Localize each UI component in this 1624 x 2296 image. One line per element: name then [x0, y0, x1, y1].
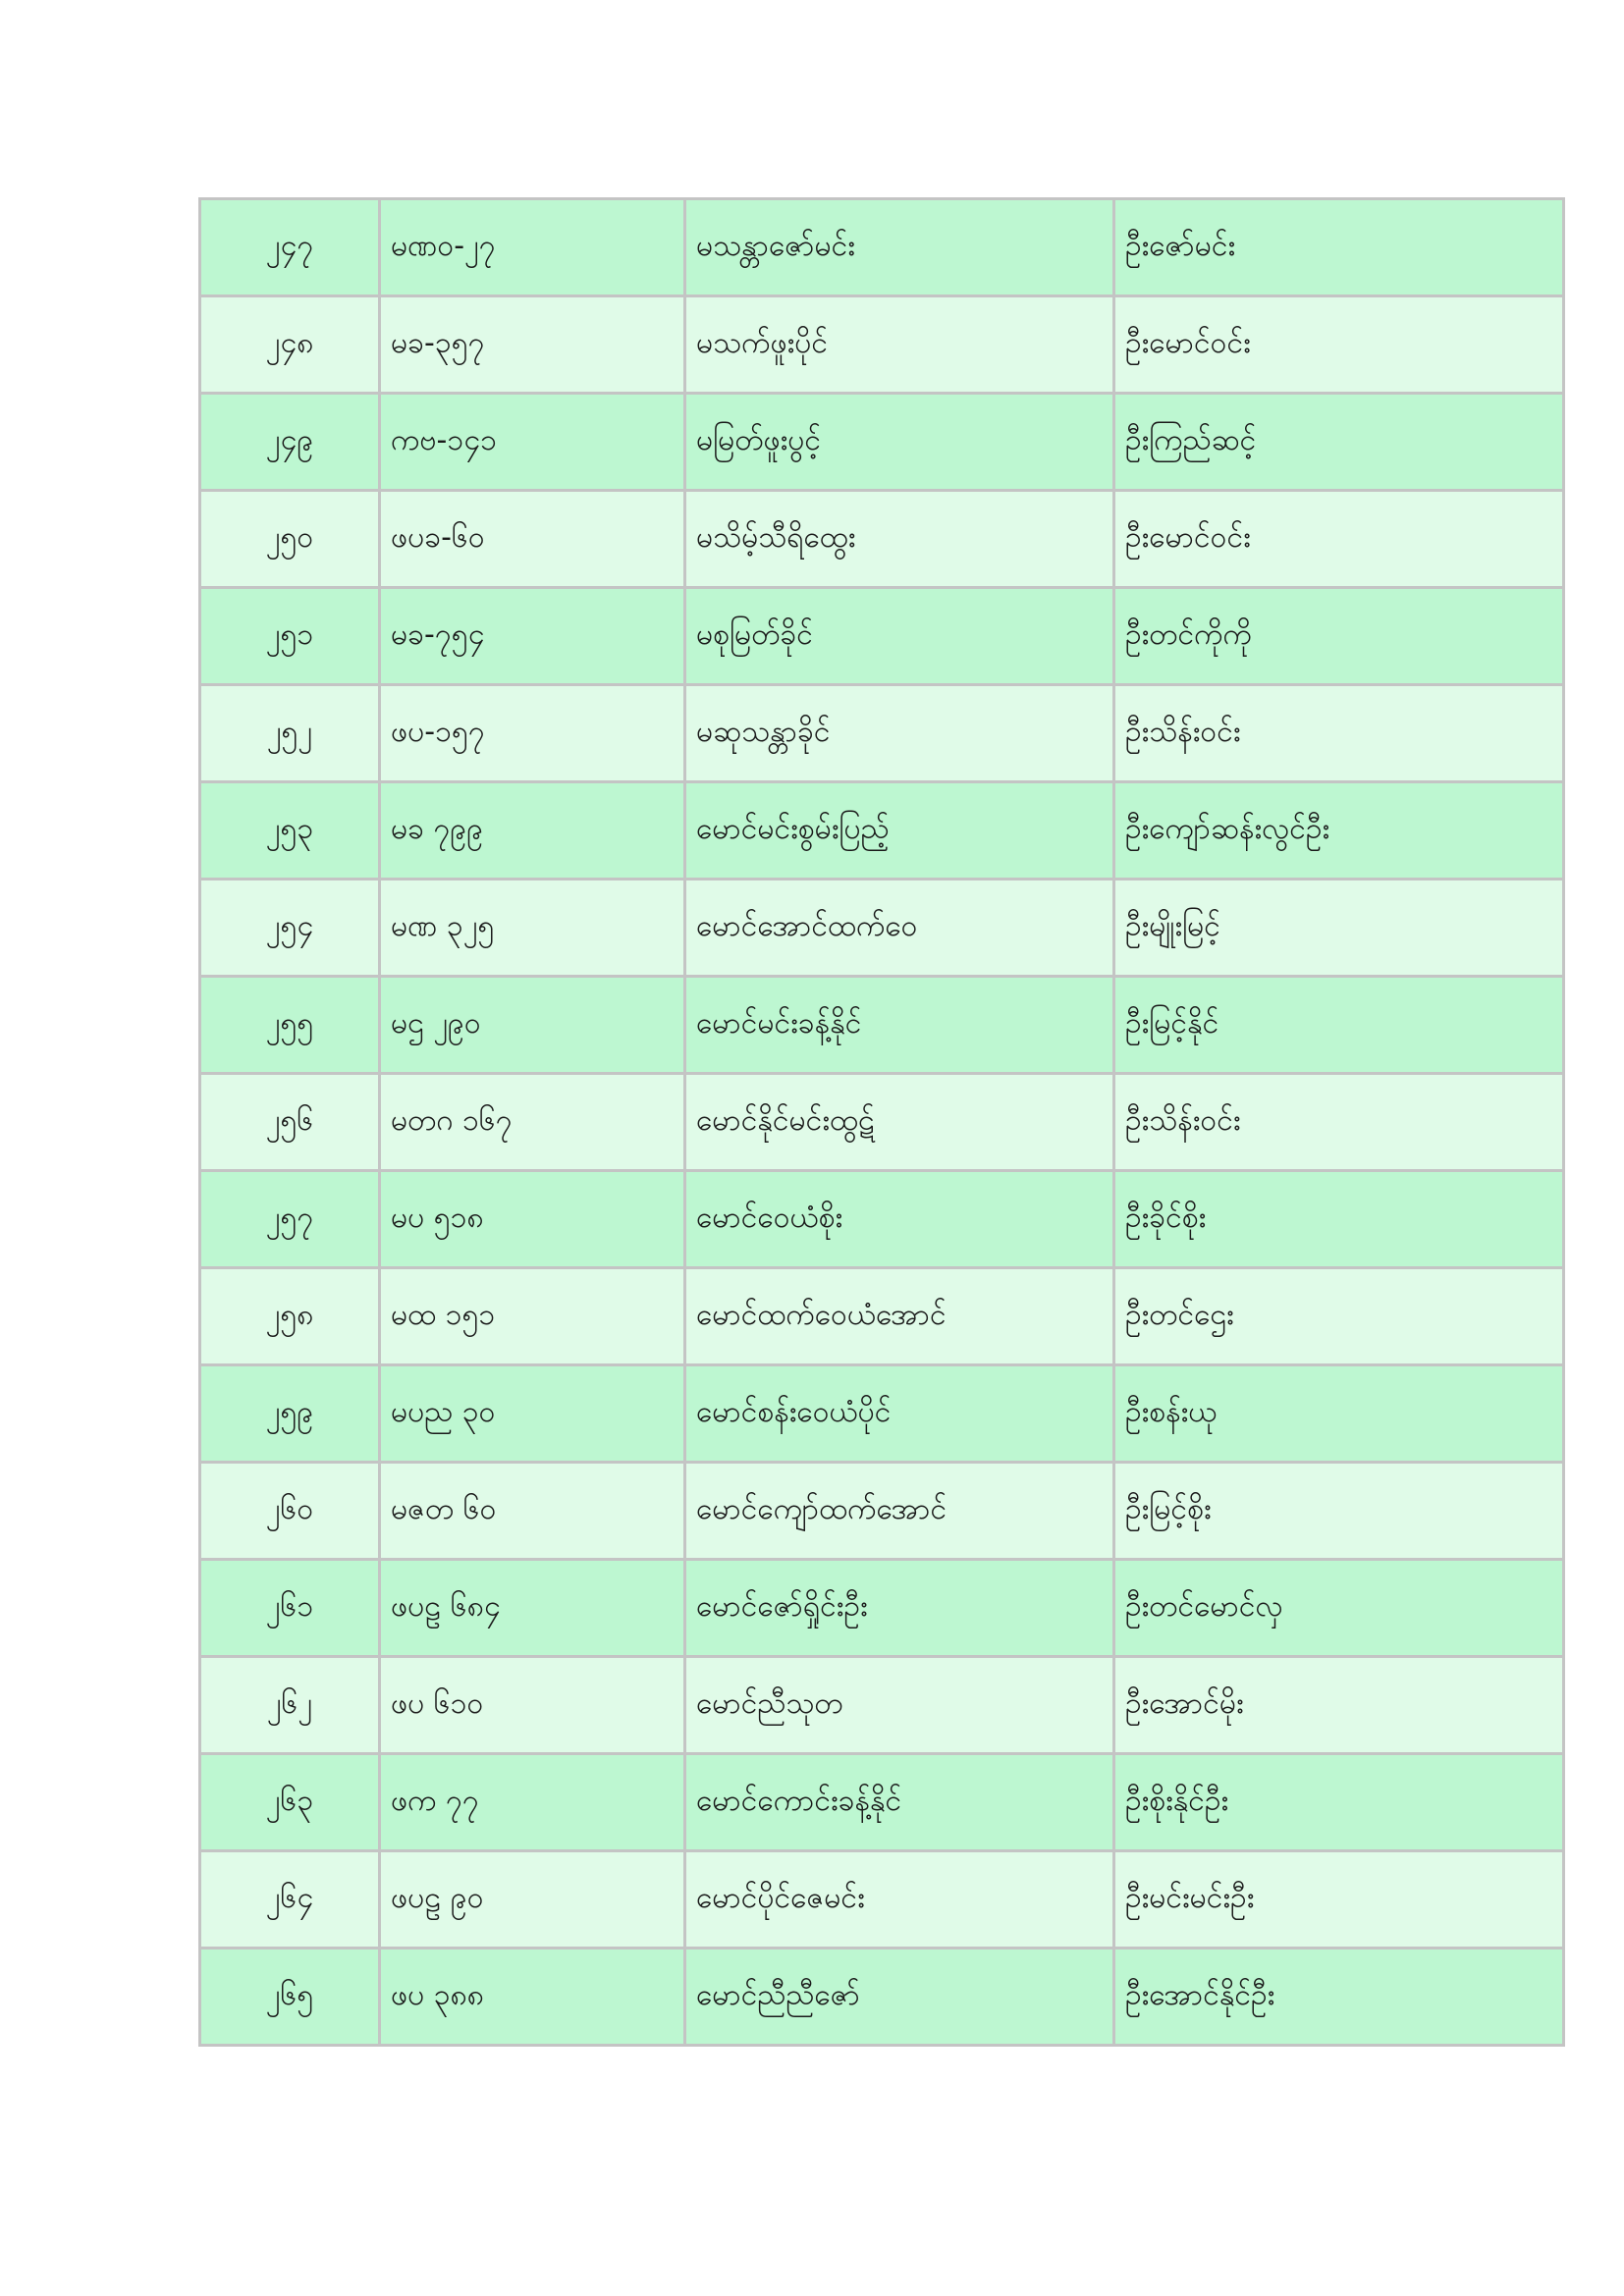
- student-name-cell: မဆုသန္တာခိုင်: [685, 685, 1114, 782]
- nrc-cell: မပ ၅၁၈: [380, 1171, 685, 1268]
- student-name-cell: မသိမ့်သီရိထွေး: [685, 491, 1114, 588]
- father-name-cell: ဦးတင်ကိုကို: [1114, 588, 1564, 685]
- nrc-cell: ဖပ ၆၁၀: [380, 1657, 685, 1754]
- nrc-cell: မဏဝ-၂၇: [380, 199, 685, 296]
- father-name-cell: ဦးမောင်ဝင်း: [1114, 296, 1564, 394]
- nrc-cell: မတဂ ၁၆၇: [380, 1074, 685, 1171]
- table-row: [200, 880, 1564, 977]
- row-number-cell: ၂၆၅: [200, 1949, 380, 2046]
- student-name-cell: မောင်ဝေယံစိုး: [685, 1171, 1114, 1268]
- nrc-cell: မထ ၁၅၁: [380, 1268, 685, 1365]
- row-number-cell: ၂၅၈: [200, 1268, 380, 1365]
- table-row: [200, 588, 1564, 685]
- father-name-cell: ဦးစိုးနိုင်ဦး: [1114, 1754, 1564, 1851]
- student-name-cell: မစုမြတ်ခိုင်: [685, 588, 1114, 685]
- father-name-cell: ဦးမြင့်နိုင်: [1114, 977, 1564, 1074]
- row-number-cell: ၂၄၈: [200, 296, 380, 394]
- row-number-cell: ၂၅၉: [200, 1365, 380, 1463]
- nrc-cell: မခ-၇၅၄: [380, 588, 685, 685]
- row-number-cell: ၂၆၄: [200, 1851, 380, 1949]
- father-name-cell: ဦးခိုင်စိုး: [1114, 1171, 1564, 1268]
- father-name-cell: ဦးကျော်ဆန်းလွင်ဦး: [1114, 782, 1564, 880]
- father-name-cell: ဦးမျိုးမြင့်: [1114, 880, 1564, 977]
- row-number-cell: ၂၆၁: [200, 1560, 380, 1657]
- nrc-cell: မခ-၃၅၇: [380, 296, 685, 394]
- father-name-cell: ဦးအောင်မိုး: [1114, 1657, 1564, 1754]
- student-name-cell: မောင်ပိုင်ဇေမင်း: [685, 1851, 1114, 1949]
- table-row: [200, 491, 1564, 588]
- student-name-cell: မောင်နိုင်မင်းထွဋ်: [685, 1074, 1114, 1171]
- table-row: [200, 1268, 1564, 1365]
- student-name-cell: မသက်ဖူးပိုင်: [685, 296, 1114, 394]
- table-row: [200, 1365, 1564, 1463]
- table-row: [200, 1463, 1564, 1560]
- student-name-cell: မောင်မင်းခန့်နိုင်: [685, 977, 1114, 1074]
- father-name-cell: ဦးသိန်းဝင်း: [1114, 685, 1564, 782]
- table-row: [200, 1560, 1564, 1657]
- table-row: [200, 977, 1564, 1074]
- row-number-cell: ၂၄၉: [200, 394, 380, 491]
- row-number-cell: ၂၅၃: [200, 782, 380, 880]
- father-name-cell: ဦးမောင်ဝင်း: [1114, 491, 1564, 588]
- father-name-cell: ဦးမြင့်စိုး: [1114, 1463, 1564, 1560]
- nrc-cell: ဖပ ၃၈၈: [380, 1949, 685, 2046]
- father-name-cell: ဦးမင်းမင်းဦး: [1114, 1851, 1564, 1949]
- table-row: [200, 1754, 1564, 1851]
- father-name-cell: ဦးကြည်ဆင့်: [1114, 394, 1564, 491]
- row-number-cell: ၂၅၄: [200, 880, 380, 977]
- row-number-cell: ၂၅၆: [200, 1074, 380, 1171]
- nrc-cell: မဌ ၂၉၀: [380, 977, 685, 1074]
- table-row: [200, 296, 1564, 394]
- row-number-cell: ၂၅၀: [200, 491, 380, 588]
- nrc-cell: ကဗ-၁၄၁: [380, 394, 685, 491]
- nrc-cell: ဖပဠ ၉၀: [380, 1851, 685, 1949]
- student-name-cell: မောင်ဇော်ရှိုင်းဦး: [685, 1560, 1114, 1657]
- student-name-cell: မောင်မင်းစွမ်းပြည့်: [685, 782, 1114, 880]
- student-name-cell: မောင်ထက်ဝေယံအောင်: [685, 1268, 1114, 1365]
- table-row: [200, 1074, 1564, 1171]
- table-row: [200, 199, 1564, 296]
- nrc-cell: မဇတ ၆၀: [380, 1463, 685, 1560]
- student-roster-table: [198, 197, 1565, 2047]
- nrc-cell: မခ ၇၉၉: [380, 782, 685, 880]
- row-number-cell: ၂၆၀: [200, 1463, 380, 1560]
- father-name-cell: ဦးသိန်းဝင်း: [1114, 1074, 1564, 1171]
- table-row: [200, 1851, 1564, 1949]
- student-name-cell: မောင်အောင်ထက်ဝေ: [685, 880, 1114, 977]
- nrc-cell: ဖပဠ ၆၈၄: [380, 1560, 685, 1657]
- father-name-cell: ဦးအောင်နိုင်ဦး: [1114, 1949, 1564, 2046]
- row-number-cell: ၂၆၃: [200, 1754, 380, 1851]
- row-number-cell: ၂၄၇: [200, 199, 380, 296]
- table-row: [200, 1171, 1564, 1268]
- student-name-cell: မောင်စန်းဝေယံပိုင်: [685, 1365, 1114, 1463]
- table-row: [200, 685, 1564, 782]
- table-row: [200, 1949, 1564, 2046]
- table-row: [200, 1657, 1564, 1754]
- student-name-cell: မောင်ညီသုတ: [685, 1657, 1114, 1754]
- nrc-cell: ဖက ၇၇: [380, 1754, 685, 1851]
- student-name-cell: မမြတ်ဖူးပွင့်: [685, 394, 1114, 491]
- table-row: [200, 782, 1564, 880]
- row-number-cell: ၂၅၂: [200, 685, 380, 782]
- row-number-cell: ၂၆၂: [200, 1657, 380, 1754]
- student-name-cell: မောင်ကောင်းခန့်နိုင်: [685, 1754, 1114, 1851]
- student-name-cell: မောင်ကျော်ထက်အောင်: [685, 1463, 1114, 1560]
- nrc-cell: မပည ၃၀: [380, 1365, 685, 1463]
- student-name-cell: မောင်ညီညီဇော်: [685, 1949, 1114, 2046]
- father-name-cell: ဦးတင်ဌေး: [1114, 1268, 1564, 1365]
- father-name-cell: ဦးစန်းယု: [1114, 1365, 1564, 1463]
- nrc-cell: ဖပခ-၆၀: [380, 491, 685, 588]
- father-name-cell: ဦးဇော်မင်း: [1114, 199, 1564, 296]
- nrc-cell: ဖပ-၁၅၇: [380, 685, 685, 782]
- row-number-cell: ၂၅၁: [200, 588, 380, 685]
- student-name-cell: မသန္တာဇော်မင်း: [685, 199, 1114, 296]
- row-number-cell: ၂၅၅: [200, 977, 380, 1074]
- father-name-cell: ဦးတင်မောင်လှ: [1114, 1560, 1564, 1657]
- nrc-cell: မဏ ၃၂၅: [380, 880, 685, 977]
- table-row: [200, 394, 1564, 491]
- row-number-cell: ၂၅၇: [200, 1171, 380, 1268]
